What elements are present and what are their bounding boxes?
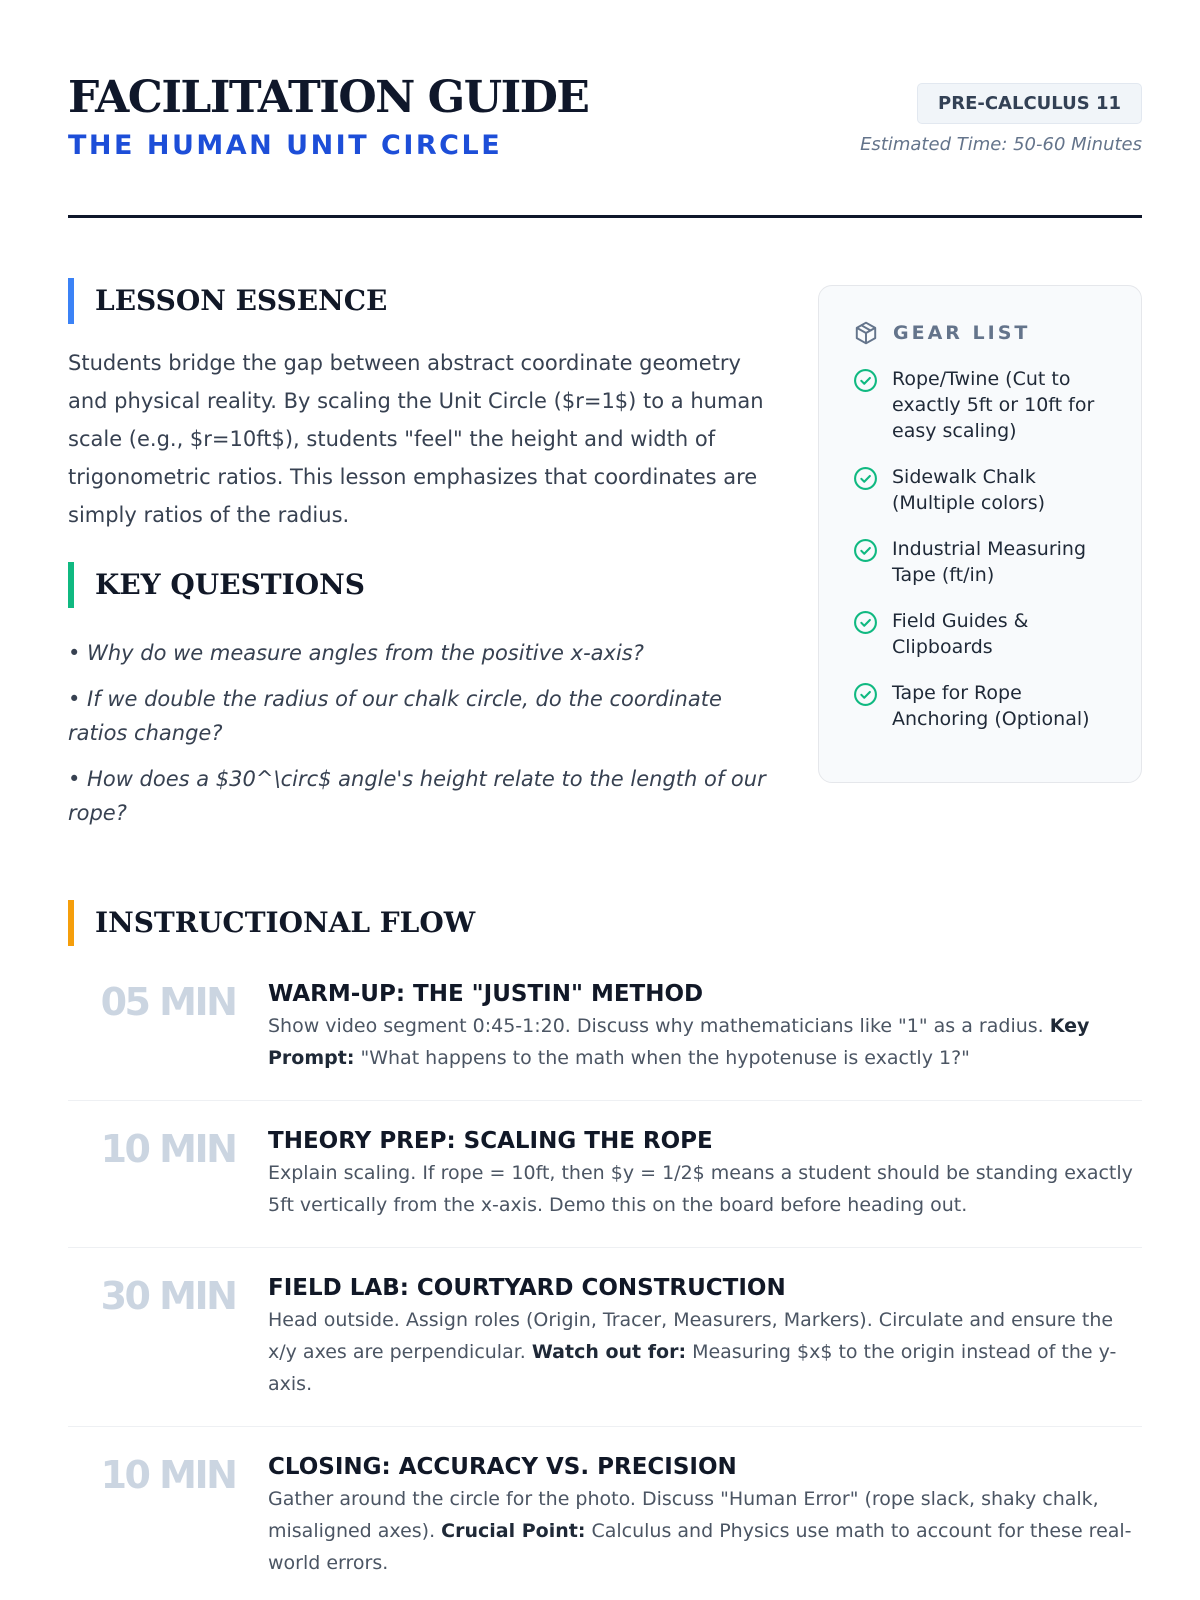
step-description: Show video segment 0:45-1:20. Discuss why mathematicians like "1" as a radius. Key Prompt: "What happens to the math when the hypotenuse is exactly 1?": [268, 1015, 1090, 1069]
gear-item: [853, 464, 1121, 516]
step-duration: 05 MIN: [100, 980, 236, 1024]
page-title: FACILITATION GUIDE: [68, 72, 589, 123]
step-body: [268, 1125, 1142, 1221]
check-circle-icon: [853, 466, 878, 491]
check-circle-icon: [853, 538, 878, 563]
gear-item: [853, 680, 1121, 732]
step-duration: 30 MIN: [100, 1274, 236, 1318]
gear-item-label: Industrial Measuring Tape (ft/in): [892, 538, 1087, 586]
gear-item-label: Tape for Rope Anchoring (Optional): [892, 682, 1090, 730]
flow-step: [68, 1451, 1142, 1600]
key-questions-list: [68, 636, 768, 842]
gear-list-heading: [853, 318, 1121, 348]
step-description: Gather around the circle for the photo. Discuss "Human Error" (rope slack, shaky chalk, misaligned axes). Crucial Point: Calculus and Physics use math to account for these real-world errors.: [268, 1488, 1132, 1574]
flow-step: [68, 1125, 1142, 1248]
flow-step: [68, 1272, 1142, 1427]
package-icon: [853, 320, 879, 346]
gear-items: [853, 366, 1121, 732]
gear-item: [853, 536, 1121, 588]
step-body: [268, 978, 1142, 1074]
flow-step: [68, 978, 1142, 1101]
gear-item-label: Field Guides & Clipboards: [892, 610, 1029, 658]
course-badge: PRE-CALCULUS 11: [917, 83, 1142, 124]
question-item: • Why do we measure angles from the positive x-axis?: [68, 641, 644, 665]
step-body: [268, 1272, 1142, 1400]
estimated-time: Estimated Time: 50-60 Minutes: [860, 134, 1142, 155]
step-duration: 10 MIN: [100, 1127, 236, 1171]
page-subtitle: THE HUMAN UNIT CIRCLE: [68, 130, 503, 161]
gear-item: [853, 608, 1121, 660]
check-circle-icon: [853, 682, 878, 707]
lesson-essence-heading: LESSON ESSENCE: [68, 278, 387, 324]
check-circle-icon: [853, 610, 878, 635]
gear-item-label: Rope/Twine (Cut to exactly 5ft or 10ft for easy scaling): [892, 368, 1095, 442]
step-description: Explain scaling. If rope = 10ft, then $y = 1/2$ means a student should be standing exactly 5ft vertically from the x-axis. Demo this on the board before heading out.: [268, 1162, 1133, 1216]
step-title: FIELD LAB: COURTYARD CONSTRUCTION: [268, 1275, 786, 1301]
key-questions-heading: KEY QUESTIONS: [68, 562, 365, 608]
step-body: [268, 1451, 1142, 1579]
instructional-flow: [68, 978, 1142, 1600]
step-title: CLOSING: ACCURACY VS. PRECISION: [268, 1454, 737, 1480]
step-title: THEORY PREP: SCALING THE ROPE: [268, 1128, 713, 1154]
step-title: WARM-UP: THE "JUSTIN" METHOD: [268, 981, 704, 1007]
page-header: [68, 72, 1142, 218]
question-item: • How does a $30^\circ$ angle's height relate to the length of our rope?: [68, 767, 766, 825]
gear-list-label: GEAR LIST: [893, 322, 1031, 344]
question-item: • If we double the radius of our chalk circle, do the coordinate ratios change?: [68, 687, 722, 745]
gear-item: [853, 366, 1121, 444]
step-description: Head outside. Assign roles (Origin, Tracer, Measurers, Markers). Circulate and ensure the x/y axes are perpendicular. Watch out for: Measuring $x$ to the origin instead of the y-axis.: [268, 1309, 1117, 1395]
gear-list-panel: [818, 285, 1142, 783]
instructional-flow-heading: INSTRUCTIONAL FLOW: [68, 900, 475, 946]
gear-item-label: Sidewalk Chalk (Multiple colors): [892, 466, 1046, 514]
step-duration: 10 MIN: [100, 1453, 236, 1497]
lesson-essence-text: Students bridge the gap between abstract coordinate geometry and physical reality. By scaling the Unit Circle ($r=1$) to a human scale (e.g., $r=10ft$), students "feel" the height and width of trigonometric ratios. This lesson emphasizes that coordinates are simply ratios of the radius.: [68, 351, 764, 527]
check-circle-icon: [853, 368, 878, 393]
